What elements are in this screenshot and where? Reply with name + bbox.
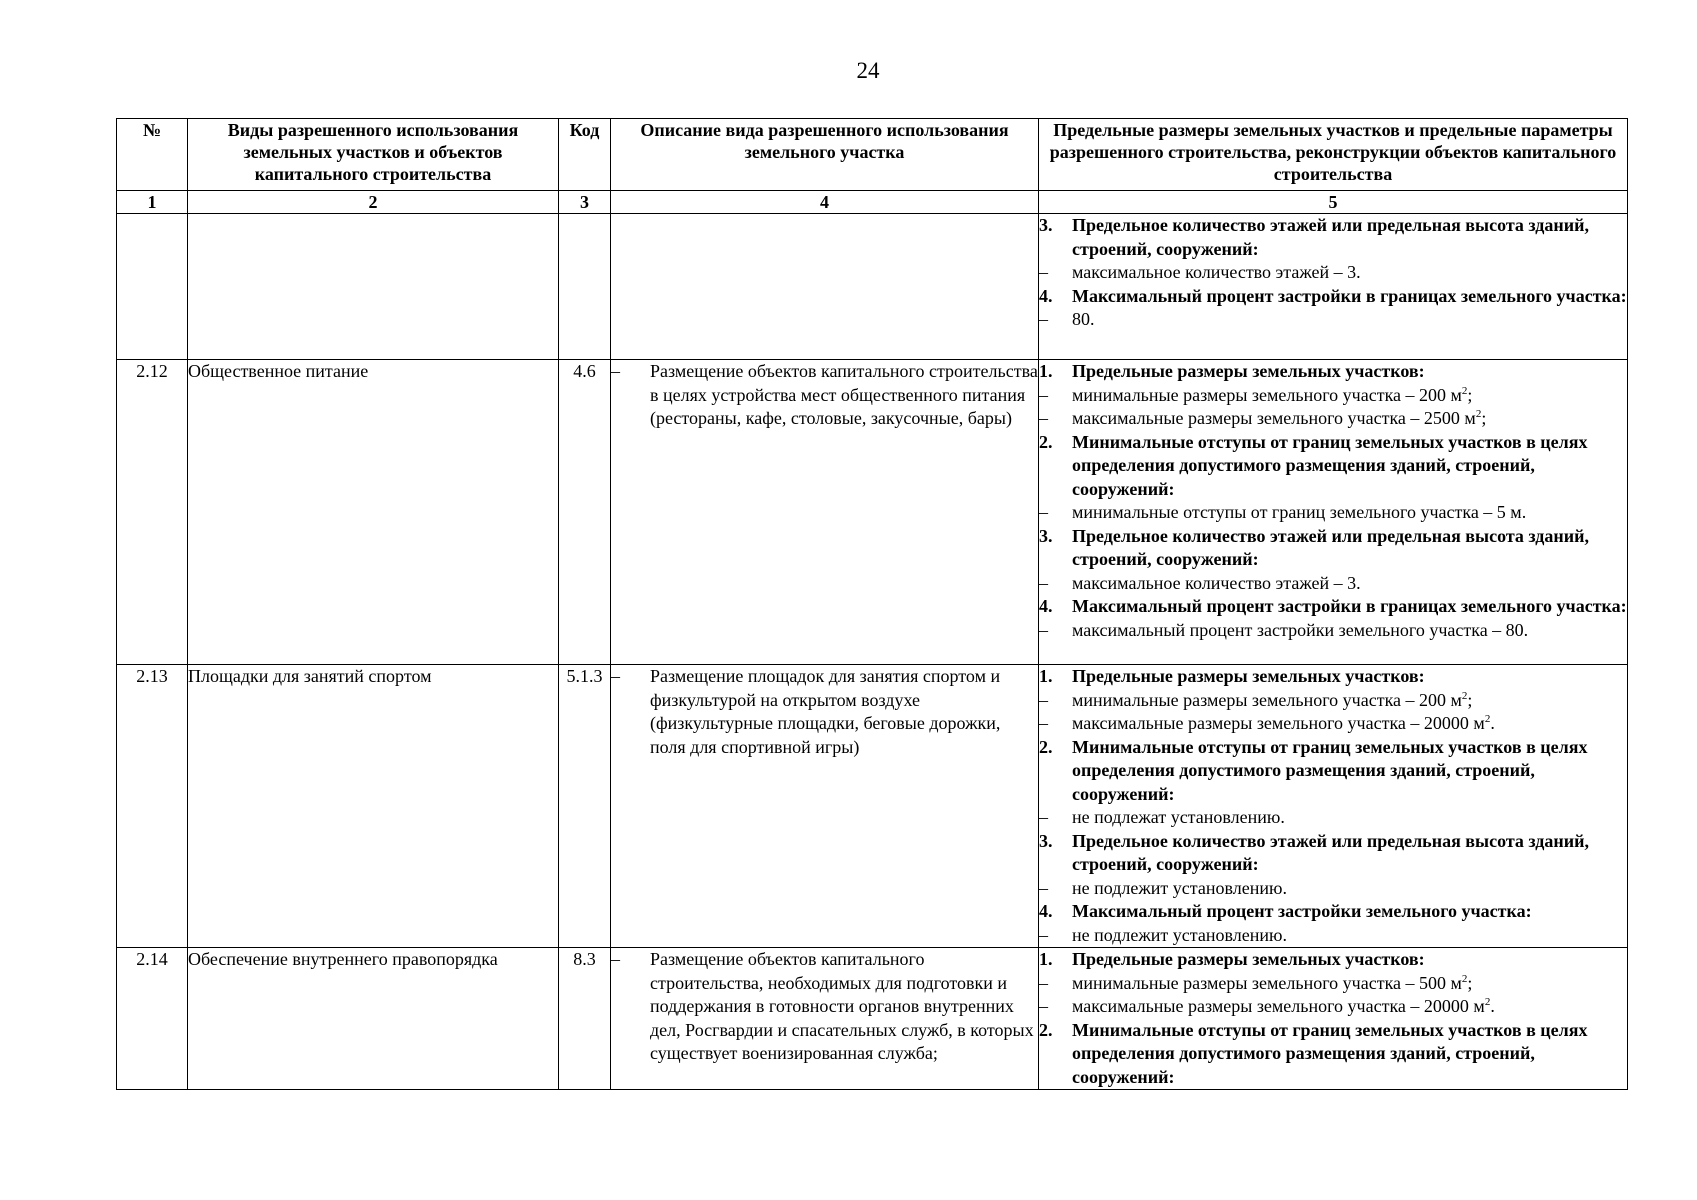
parameter-text: 80. <box>1072 309 1095 329</box>
list-number: 1. <box>1039 666 1053 686</box>
parameter-text: максимальные размеры земельного участка – 20000 м <box>1072 713 1485 733</box>
parameter-text-wrap <box>1072 525 1627 572</box>
parameter-text-wrap <box>1072 948 1627 972</box>
dash-marker: – <box>611 666 620 686</box>
parameter-text-wrap <box>1072 736 1627 807</box>
list-number: 4. <box>1039 285 1053 306</box>
parameter-item <box>1039 501 1627 525</box>
parameter-item <box>1039 972 1627 996</box>
parameter-text-wrap <box>1072 407 1627 431</box>
parameter-heading <box>1039 214 1627 261</box>
list-number: 3. <box>1039 830 1053 851</box>
parameter-text: не подлежат установлению. <box>1072 807 1285 827</box>
dash-marker: – <box>1039 502 1048 522</box>
land-use-code: 5.1.3 <box>559 665 611 948</box>
superscript: 2 <box>1461 689 1468 702</box>
parameter-text: минимальные отступы от границ земельного участка – 5 м. <box>1072 502 1527 522</box>
parameter-text-wrap <box>1072 501 1627 525</box>
header-description: Описание вида разрешенного использования земельного участка <box>611 119 1039 191</box>
column-number: 2 <box>188 191 559 214</box>
parameter-heading <box>1039 525 1627 572</box>
punctuation: ; <box>1467 972 1473 993</box>
land-use-code <box>559 214 611 360</box>
dash-marker: – <box>1039 713 1048 733</box>
parameter-text: Минимальные отступы от границ земельных участков в целях определения допустимого размещения зданий, строений, сооружений: <box>1072 1019 1588 1087</box>
dash-marker: – <box>1039 309 1048 329</box>
column-number: 4 <box>611 191 1039 214</box>
dash-marker: – <box>1039 619 1048 640</box>
parameter-text-wrap <box>1072 308 1627 332</box>
land-use-code: 8.3 <box>559 948 611 1090</box>
parameter-text: не подлежит установлению. <box>1072 924 1287 945</box>
superscript: 2 <box>1461 972 1468 985</box>
dash-marker: – <box>1039 408 1048 428</box>
parameters-cell <box>1039 665 1628 948</box>
parameter-heading <box>1039 1019 1627 1090</box>
parameter-text-wrap <box>1072 360 1627 384</box>
dash-marker: – <box>1039 924 1048 945</box>
land-use-code: 4.6 <box>559 360 611 665</box>
land-use-description <box>611 360 1039 665</box>
list-number: 2. <box>1039 736 1053 757</box>
parameters-cell <box>1039 214 1628 360</box>
dash-marker: – <box>611 361 620 381</box>
column-number: 3 <box>559 191 611 214</box>
parameter-text-wrap <box>1072 431 1627 502</box>
punctuation: . <box>1490 713 1495 733</box>
parameter-item <box>1039 924 1627 948</box>
parameter-text-wrap <box>1072 384 1627 408</box>
header-number: № <box>117 119 188 191</box>
list-number: 3. <box>1039 525 1053 546</box>
parameter-item <box>1039 995 1627 1019</box>
dash-marker: – <box>611 949 620 969</box>
parameter-item <box>1039 384 1627 408</box>
row-number <box>117 214 188 360</box>
parameter-text: Максимальный процент застройки в границах земельного участка: <box>1072 596 1627 616</box>
parameter-text-wrap <box>1072 689 1627 713</box>
parameter-text: Предельные размеры земельных участков: <box>1072 666 1425 686</box>
parameter-text: Максимальный процент застройки земельного участка: <box>1072 901 1532 921</box>
list-number: 2. <box>1039 431 1053 452</box>
parameter-text-wrap <box>1072 712 1627 736</box>
parameter-text: не подлежит установлению. <box>1072 877 1287 898</box>
description-item <box>611 665 1038 759</box>
table-row <box>117 214 1628 360</box>
parameter-text-wrap <box>1072 924 1627 948</box>
parameter-text-wrap <box>1072 619 1627 643</box>
parameters-cell <box>1039 360 1628 665</box>
punctuation: ; <box>1481 408 1487 428</box>
parameter-heading <box>1039 830 1627 877</box>
parameter-text: максимальные размеры земельного участка – 20000 м <box>1072 996 1485 1016</box>
list-number: 4. <box>1039 596 1053 616</box>
land-use-name: Обеспечение внутреннего правопорядка <box>188 948 559 1090</box>
parameter-text: максимальные размеры земельного участка – 2500 м <box>1072 408 1476 428</box>
column-number-row <box>117 191 1628 214</box>
parameter-text-wrap <box>1072 900 1627 924</box>
parameter-heading <box>1039 360 1627 384</box>
parameter-text: максимальный процент застройки земельного участка – 80. <box>1072 619 1529 640</box>
dash-marker: – <box>1039 996 1048 1016</box>
parameter-text-wrap <box>1072 806 1627 830</box>
parameter-text: максимальное количество этажей – 3. <box>1072 572 1361 593</box>
parameter-text-wrap <box>1072 285 1627 309</box>
column-number: 1 <box>117 191 188 214</box>
land-use-description <box>611 665 1039 948</box>
parameter-text: максимальное количество этажей – 3. <box>1072 262 1361 282</box>
parameter-text-wrap <box>1072 595 1627 619</box>
parameter-text-wrap <box>1072 995 1627 1019</box>
parameter-text: Предельное количество этажей или предельная высота зданий, строений, сооружений: <box>1072 525 1590 569</box>
land-use-description <box>611 214 1039 360</box>
header-land-use-type: Виды разрешенного использования земельных участков и объектов капитального строительства <box>188 119 559 191</box>
land-use-description <box>611 948 1039 1090</box>
parameter-heading <box>1039 736 1627 807</box>
land-use-table <box>116 118 1628 1090</box>
description-text: Размещение объектов капитального строительства в целях устройства мест общественного питания (рестораны, кафе, столовые, закусочные, бары) <box>650 361 1038 428</box>
table-row <box>117 360 1628 665</box>
parameter-heading <box>1039 595 1627 619</box>
punctuation: ; <box>1467 689 1473 710</box>
header-code: Код <box>559 119 611 191</box>
header-parameters: Предельные размеры земельных участков и предельные параметры разрешенного строительства, реконструкции объектов капитального строительства <box>1039 119 1628 191</box>
parameter-text: Минимальные отступы от границ земельных участков в целях определения допустимого размещения зданий, строений, сооружений: <box>1072 431 1588 499</box>
page-number: 24 <box>856 58 880 83</box>
parameter-text: минимальные размеры земельного участка – 200 м <box>1072 384 1462 405</box>
dash-marker: – <box>1039 807 1048 827</box>
list-number: 2. <box>1039 1019 1053 1040</box>
superscript: 2 <box>1484 996 1491 1008</box>
parameter-heading <box>1039 431 1627 502</box>
superscript: 2 <box>1475 408 1482 420</box>
parameter-text-wrap <box>1072 830 1627 877</box>
parameter-text: Минимальные отступы от границ земельных участков в целях определения допустимого размещения зданий, строений, сооружений: <box>1072 736 1588 804</box>
description-item <box>611 360 1038 431</box>
list-number: 1. <box>1039 361 1053 381</box>
list-number: 3. <box>1039 215 1053 235</box>
parameter-text-wrap <box>1072 877 1627 901</box>
parameter-text: Предельное количество этажей или предельная высота зданий, строений, сооружений: <box>1072 830 1590 874</box>
header-row <box>117 119 1628 191</box>
table-row <box>117 948 1628 1090</box>
list-number: 1. <box>1039 949 1053 969</box>
parameter-text: минимальные размеры земельного участка – 200 м <box>1072 689 1462 710</box>
parameter-item <box>1039 877 1627 901</box>
dash-marker: – <box>1039 877 1048 898</box>
row-number: 2.14 <box>117 948 188 1090</box>
parameter-text-wrap <box>1072 1019 1627 1090</box>
parameter-item <box>1039 689 1627 713</box>
parameter-item <box>1039 407 1627 431</box>
land-use-name <box>188 214 559 360</box>
description-text: Размещение площадок для занятия спортом и физкультурой на открытом воздухе (физкультурные площадки, беговые дорожки, поля для спортивной игры) <box>650 666 1001 757</box>
superscript: 2 <box>1461 384 1468 397</box>
dash-marker: – <box>1039 689 1048 710</box>
parameter-text: Максимальный процент застройки в границах земельного участка: <box>1072 285 1627 306</box>
row-number: 2.12 <box>117 360 188 665</box>
parameter-heading <box>1039 948 1627 972</box>
parameter-text-wrap <box>1072 261 1627 285</box>
column-number: 5 <box>1039 191 1628 214</box>
table-body <box>117 191 1628 1090</box>
parameter-text: Предельные размеры земельных участков: <box>1072 361 1425 381</box>
parameter-heading <box>1039 285 1627 309</box>
dash-marker: – <box>1039 972 1048 993</box>
row-number: 2.13 <box>117 665 188 948</box>
table-row <box>117 665 1628 948</box>
punctuation: ; <box>1467 384 1473 405</box>
parameters-cell <box>1039 948 1628 1090</box>
parameter-item <box>1039 572 1627 596</box>
description-item <box>611 948 1038 1066</box>
parameter-text-wrap <box>1072 665 1627 689</box>
parameter-text-wrap <box>1072 214 1627 261</box>
parameter-text-wrap <box>1072 572 1627 596</box>
parameter-item <box>1039 308 1627 332</box>
superscript: 2 <box>1484 713 1491 725</box>
punctuation: . <box>1490 996 1495 1016</box>
parameter-item <box>1039 619 1627 643</box>
parameter-heading <box>1039 665 1627 689</box>
parameter-item <box>1039 712 1627 736</box>
parameter-text: Предельные размеры земельных участков: <box>1072 949 1425 969</box>
dash-marker: – <box>1039 384 1048 405</box>
parameter-heading <box>1039 900 1627 924</box>
dash-marker: – <box>1039 572 1048 593</box>
parameter-item <box>1039 806 1627 830</box>
parameter-text: Предельное количество этажей или предельная высота зданий, строений, сооружений: <box>1072 215 1590 259</box>
land-use-name: Площадки для занятий спортом <box>188 665 559 948</box>
parameter-text-wrap <box>1072 972 1627 996</box>
description-text: Размещение объектов капитального строительства, необходимых для подготовки и поддержания в готовности органов внутренних дел, Росгвардии и спасательных служб, в которых существует военизированная служба; <box>650 949 1034 1063</box>
parameter-item <box>1039 261 1627 285</box>
dash-marker: – <box>1039 262 1048 282</box>
list-number: 4. <box>1039 901 1053 921</box>
parameter-text: минимальные размеры земельного участка – 500 м <box>1072 972 1462 993</box>
land-use-name: Общественное питание <box>188 360 559 665</box>
